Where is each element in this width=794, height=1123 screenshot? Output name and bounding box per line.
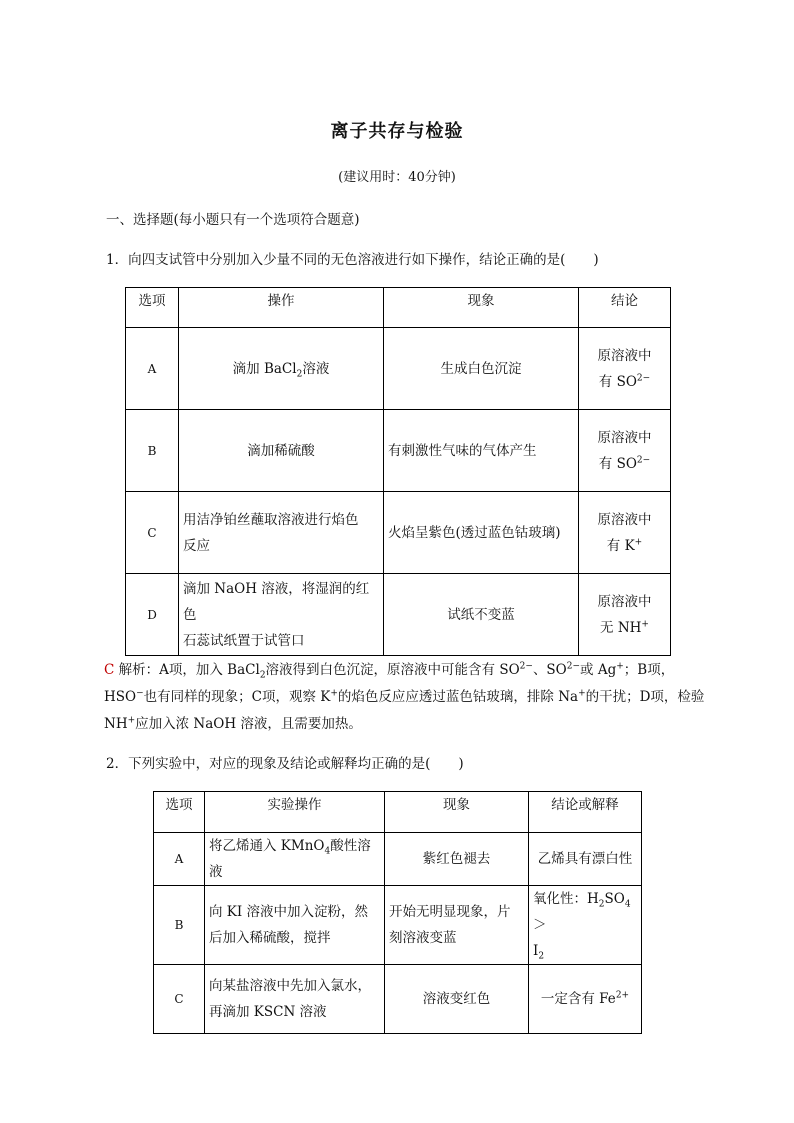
section-heading: 一、选择题(每小题只有一个选项符合题意) — [106, 212, 360, 228]
conclusion-cell: 氧化性：$H_2SO_4>$ $I_2$ — [529, 886, 642, 965]
question-1-table — [125, 287, 671, 656]
option-label: B — [154, 886, 205, 965]
table-row — [126, 492, 671, 574]
operation-cell: 向某盐溶液中先加入氯水， 再滴加 KSCN 溶液 — [205, 965, 385, 1034]
header-operation: 操作 — [179, 288, 384, 328]
operation-cell: 用洁净铂丝蘸取溶液进行焰色 反应 — [179, 492, 384, 574]
conclusion-cell: 一定含有 $Fe^{2+}$ — [529, 965, 642, 1034]
phenomenon-cell: 紫红色褪去 — [385, 833, 529, 886]
question-1-analysis: C 解析：A项，加入 BaCl$_2$溶液得到白色沉淀，原溶液中可能含有 $SO^{2-}$、$SO^{2-}$或 Ag+；B项，HSO−也有同样的现象；C项，观察 K+的焰色反应应透过蓝色钴玻璃，排除 Na+的干扰；D项，检验 NH+应加入浓 NaOH 溶液，且需要加热。 — [104, 661, 705, 732]
option-label: D — [126, 574, 179, 656]
header-option: 选项 — [126, 288, 179, 328]
option-label: C — [154, 965, 205, 1034]
option-label: A — [126, 328, 179, 410]
operation-cell: 滴加 BaCl$_2$溶液 — [179, 328, 384, 410]
table-row — [126, 574, 671, 656]
header-phenomenon: 现象 — [384, 288, 579, 328]
answer-letter: C — [104, 662, 115, 678]
question-1-stem: 1．向四支试管中分别加入少量不同的无色溶液进行如下操作，结论正确的是( ) — [106, 252, 599, 268]
phenomenon-cell: 生成白色沉淀 — [384, 328, 579, 410]
table-row — [154, 886, 642, 965]
phenomenon-cell: 开始无明显现象，片 刻溶液变蓝 — [385, 886, 529, 965]
conclusion-cell: 乙烯具有漂白性 — [529, 833, 642, 886]
header-option: 选项 — [154, 792, 205, 833]
header-operation: 实验操作 — [205, 792, 385, 833]
table-header-row — [154, 792, 642, 833]
conclusion-cell: 原溶液中 有 $SO^{2-}$ — [579, 328, 671, 410]
question-2-stem: 2．下列实验中，对应的现象及结论或解释均正确的是( ) — [106, 756, 464, 772]
option-label: A — [154, 833, 205, 886]
conclusion-cell: 原溶液中 无 NH+ — [579, 574, 671, 656]
operation-cell: 滴加 NaOH 溶液，将湿润的红色 石蕊试纸置于试管口 — [179, 574, 384, 656]
table-row — [126, 410, 671, 492]
option-label: C — [126, 492, 179, 574]
table-row — [154, 965, 642, 1034]
conclusion-cell: 原溶液中 有 $SO^{2-}$ — [579, 410, 671, 492]
phenomenon-cell: 有刺激性气味的气体产生 — [384, 410, 579, 492]
header-phenomenon: 现象 — [385, 792, 529, 833]
page-title: 离子共存与检验 — [330, 121, 464, 142]
phenomenon-cell: 火焰呈紫色(透过蓝色钴玻璃) — [384, 492, 579, 574]
table-header-row — [126, 288, 671, 328]
option-label: B — [126, 410, 179, 492]
time-hint: (建议用时：40分钟) — [338, 170, 456, 185]
phenomenon-cell: 溶液变红色 — [385, 965, 529, 1034]
conclusion-cell: 原溶液中 有 K+ — [579, 492, 671, 574]
table-row — [126, 328, 671, 410]
operation-cell: 将乙烯通入 KMnO$_4$酸性溶液 — [205, 833, 385, 886]
operation-cell: 向 KI 溶液中加入淀粉，然 后加入稀硫酸，搅拌 — [205, 886, 385, 965]
header-conclusion: 结论 — [579, 288, 671, 328]
header-conclusion: 结论或解释 — [529, 792, 642, 833]
table-row — [154, 833, 642, 886]
question-2-table — [153, 791, 642, 1034]
operation-cell: 滴加稀硫酸 — [179, 410, 384, 492]
phenomenon-cell: 试纸不变蓝 — [384, 574, 579, 656]
